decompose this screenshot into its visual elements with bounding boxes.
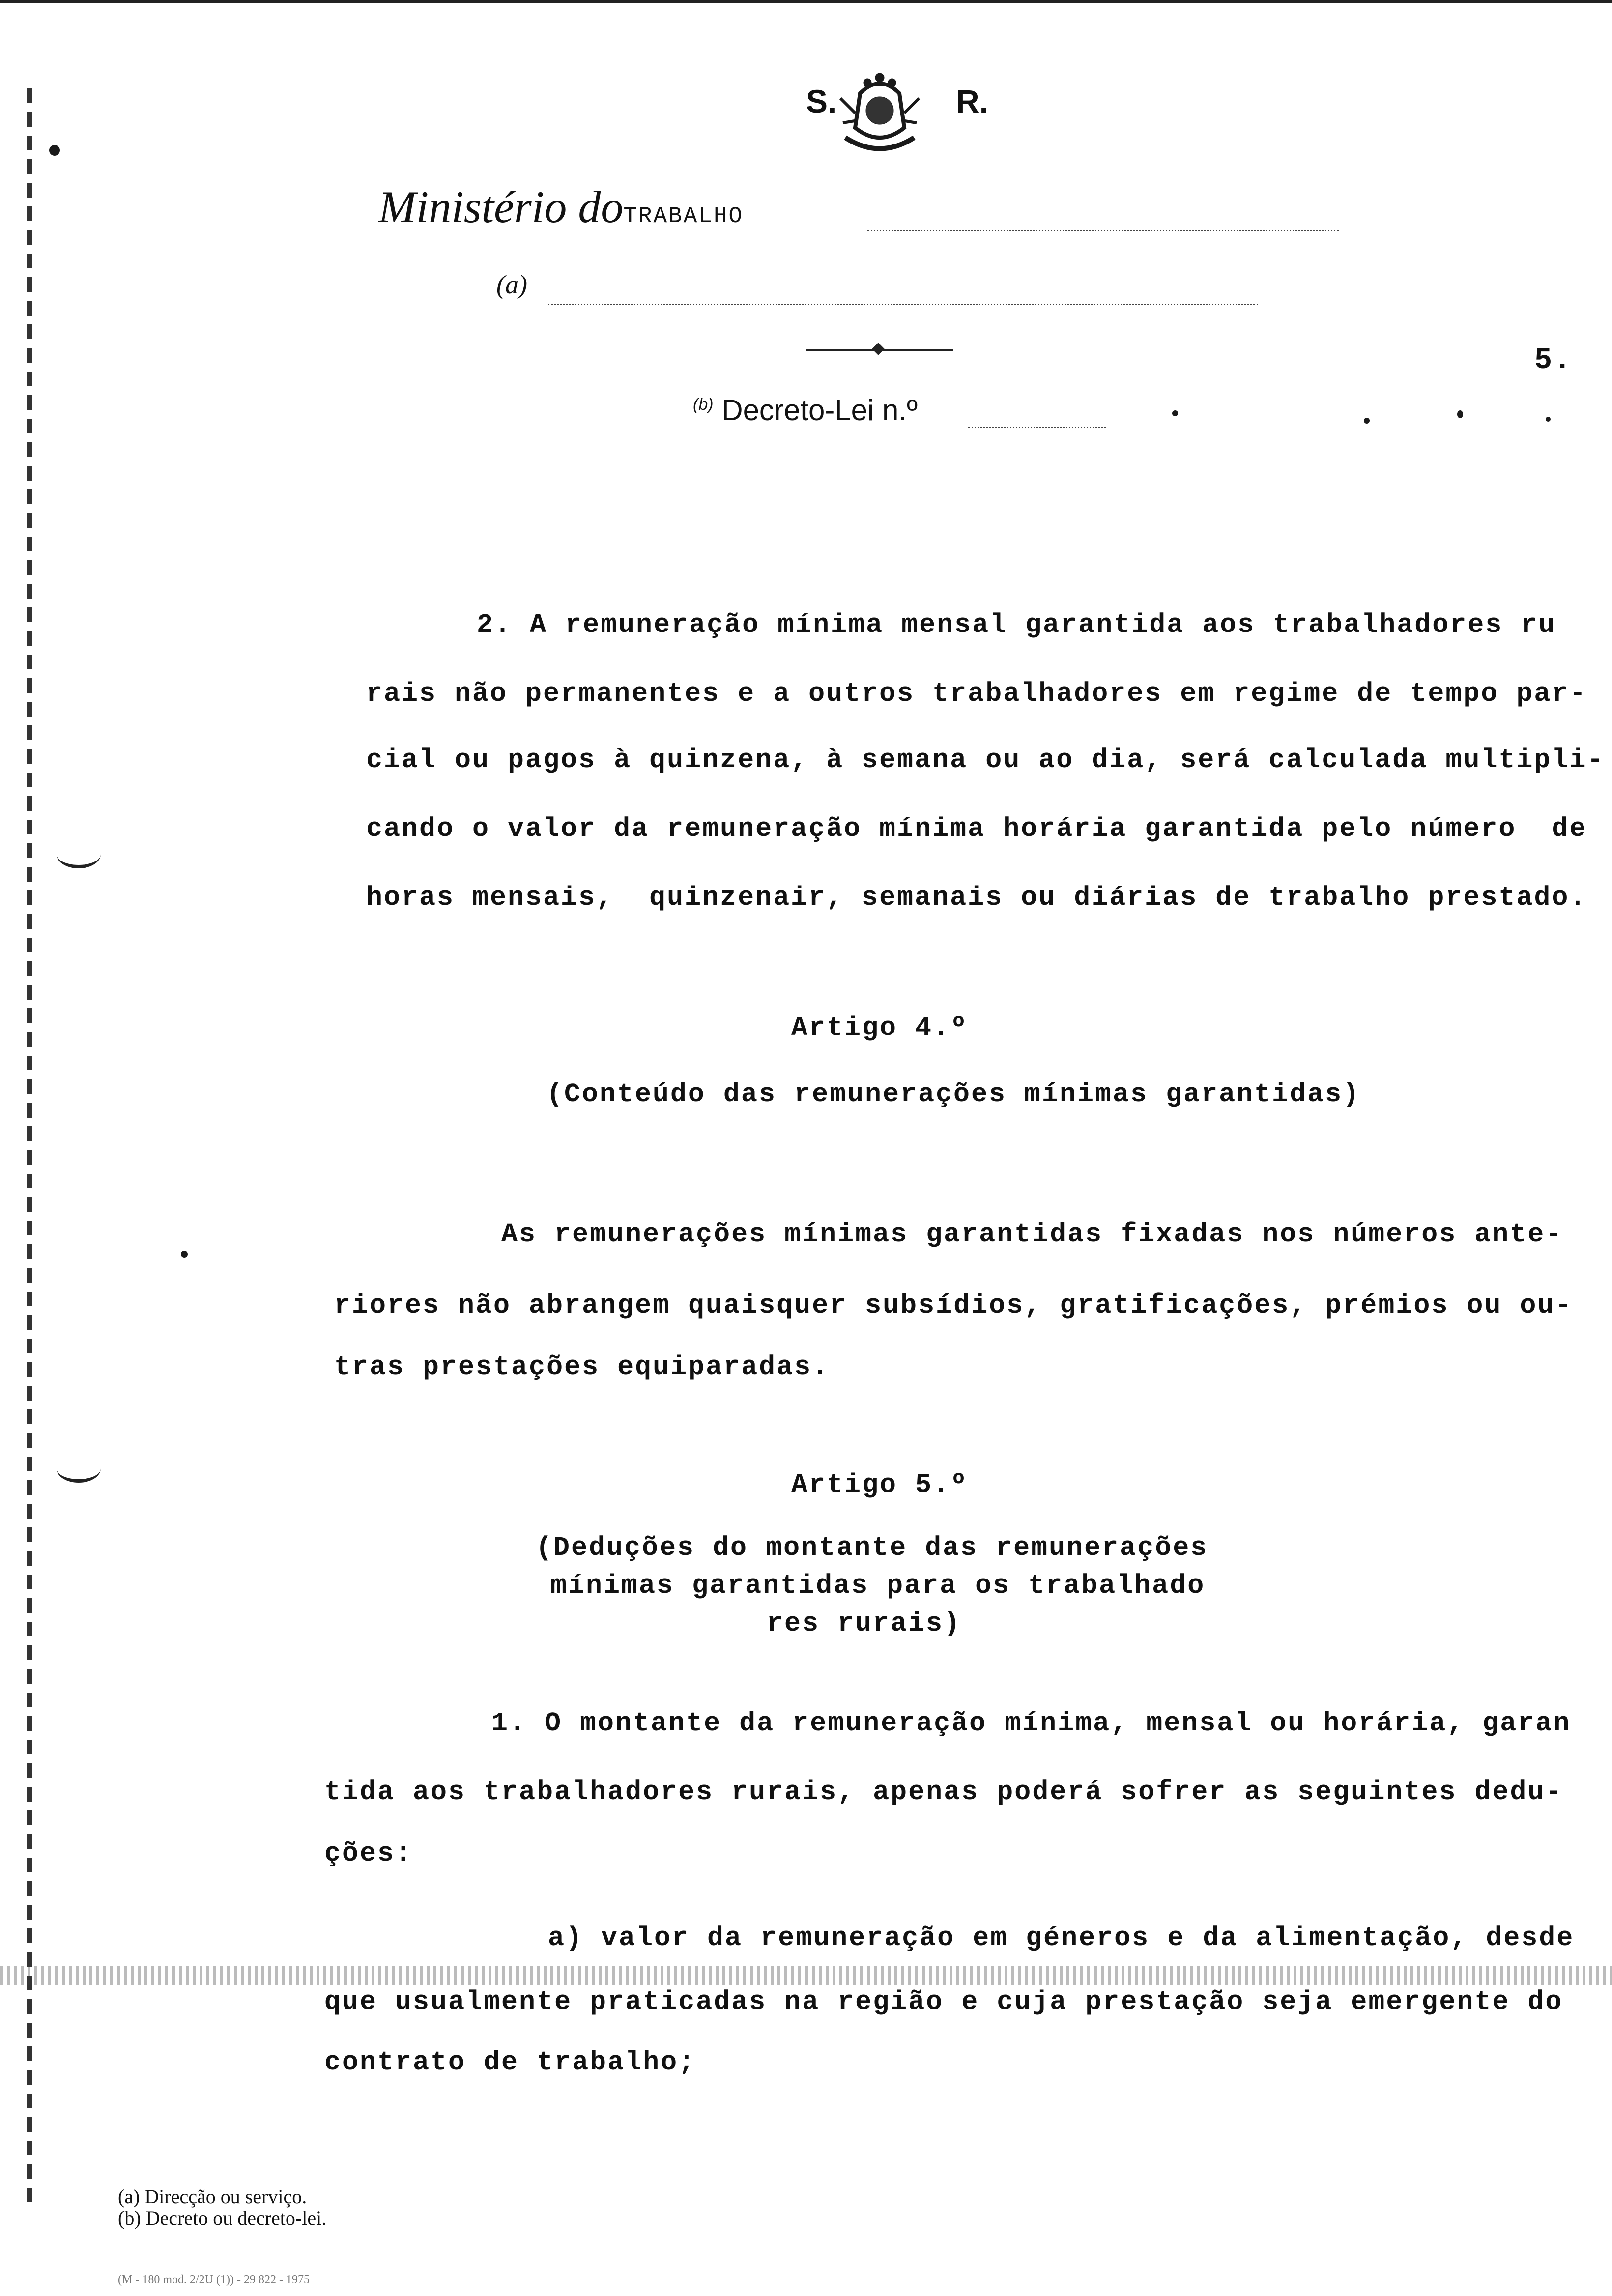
decree-fill-line (968, 427, 1106, 428)
ink-spot (1546, 417, 1551, 422)
art4-text-line: tras prestações equiparadas. (334, 1351, 830, 1382)
article-4-title: Artigo 4.º (791, 1012, 969, 1043)
binding-edge (27, 88, 32, 2202)
page-number: 5. (1534, 344, 1573, 377)
footnote-b: (b) Decreto ou decreto-lei. (118, 2207, 327, 2229)
department-field-label: (a) (496, 270, 527, 299)
ministry-prefix: Ministério do (378, 182, 624, 232)
footnotes (118, 2186, 326, 2229)
article-5-subtitle-line: mínimas garantidas para os trabalhado (550, 1570, 1206, 1601)
seal-left-letter: S. (806, 83, 837, 119)
art5-para1-line: tida aos trabalhadores rurais, apenas poderá sofrer as seguintes dedu- (324, 1777, 1563, 1808)
footnote-a: (a) Direcção ou serviço. (118, 2185, 307, 2208)
art4-text-line: As remunerações mínimas garantidas fixadas nos números ante- (501, 1219, 1563, 1250)
ink-spot (1364, 418, 1370, 424)
scan-noise-band (0, 1966, 1612, 1985)
art3-para2-line: horas mensais, quinzenair, semanais ou diárias de trabalho prestado. (366, 882, 1587, 913)
ministry-name: TRABALHO (623, 203, 744, 229)
art5-item-a-line: a) valor da remuneração em géneros e da alimentação, desde (548, 1923, 1575, 1953)
ink-spot (1172, 410, 1178, 416)
coat-of-arms-icon (831, 69, 929, 162)
decree-heading (693, 393, 918, 427)
article-5-title: Artigo 5.º (791, 1469, 969, 1500)
printer-mark: (M - 180 mod. 2/2U (1)) - 29 822 - 1975 (118, 2273, 310, 2286)
article-5-subtitle-line: (Deduções do montante das remunerações (536, 1532, 1209, 1563)
decree-marker: (b) (693, 395, 714, 414)
seal-right-letter: R. (956, 83, 988, 119)
ink-spot (1457, 410, 1463, 418)
ministry-fill-line (867, 230, 1339, 231)
department-fill-line (548, 304, 1258, 305)
binding-hook (57, 840, 101, 868)
art3-para2-line: cando o valor da remuneração mínima horária garantida pelo número de (366, 813, 1587, 844)
article-4-subtitle: (Conteúdo das remunerações mínimas garantidas) (546, 1079, 1361, 1110)
art5-item-a-line: contrato de trabalho; (324, 2047, 696, 2078)
art5-para1-line: ções: (324, 1838, 413, 1869)
art4-text-line: riores não abrangem quaisquer subsídios, gratificações, prémios ou ou- (334, 1290, 1573, 1321)
art3-para2-line: cial ou pagos à quinzena, à semana ou ao dia, será calculada multipli- (366, 745, 1605, 775)
art3-para2-line: 2. A remuneração mínima mensal garantida aos trabalhadores ru (477, 609, 1556, 640)
art5-item-a-line: que usualmente praticadas na região e cuja prestação seja emergente do (324, 1986, 1563, 2017)
art5-para1-line: 1. O montante da remuneração mínima, mensal ou horária, garan (491, 1708, 1571, 1739)
art3-para2-line: rais não permanentes e a outros trabalhadores em regime de tempo par- (366, 678, 1587, 709)
ink-spot (181, 1251, 188, 1258)
ink-spot (49, 145, 60, 156)
binding-hook (57, 1455, 101, 1483)
article-5-subtitle-line: res rurais) (767, 1608, 962, 1639)
top-rule (0, 0, 1612, 3)
decree-label: Decreto-Lei n.º (721, 394, 918, 427)
ministry-title (378, 181, 744, 233)
divider-ornament-icon (872, 343, 884, 355)
